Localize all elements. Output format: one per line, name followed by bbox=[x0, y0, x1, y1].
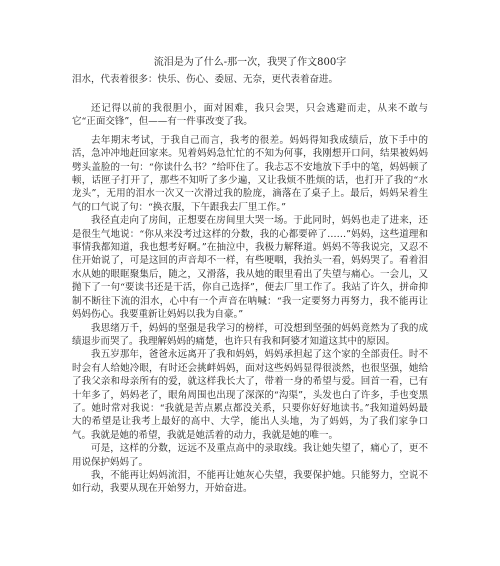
document-subtitle: 泪水，代表着很多：快乐、伤心、委屈、无奈，更代表着奋进。 bbox=[72, 74, 339, 85]
paragraph-4: 我思绪万千，妈妈的坚强是我学习的榜样，可没想到坚强的妈妈竟然为了我的成绩退步而哭了。我理解妈妈的痛楚，也许只有我和阿婆才知道这其中的原因。 bbox=[72, 322, 428, 347]
paragraph-1: 还记得以前的我很胆小，面对困难，我只会哭，只会逃避而走，从来不敢与它“正面交锋”，但——有一件事改变了我。 bbox=[72, 103, 428, 128]
paragraph-6: 可是，这样的分数，远远不及重点高中的录取线。我让她失望了，痛心了，更不用说保护妈妈了。 bbox=[72, 443, 428, 468]
paragraph-3: 我径直走向了房间，正想要在房间里大哭一场。于此同时，妈妈也走了进来，还是很生气地说：“你从来没考过这样的分数，我的心都要碎了……”妈妈，这些道理和事情我都知道，我也想考好啊。”在抽泣中，我极力解释道。妈妈不等我说完，又忍不住开始说了，可是这回的声音却不一样，有些哽咽，我抬头一看，妈妈哭了。看着泪水从她的眼眶聚集后，随之，又滑落，我从她的眼里看出了失望与痛心。一会儿，又抛下了一句“要读书还是干活，你自己选择”，便去厂里工作了。我站了许久，拼命抑制不断往下流的泪水，心中有一个声音在呐喊：“我一定要努力再努力，我不能再让妈妈伤心。我要重新让妈妈以我为自豪。” bbox=[72, 215, 428, 321]
paragraph-7: 我，不能再让妈妈流泪，不能再让她灰心失望，我要保护她。只能努力，空说不如行动，我要从现在开始努力，开始奋进。 bbox=[72, 469, 428, 495]
document-title: 流泪是为了什么-那一次，我哭了作文800字 bbox=[153, 57, 347, 68]
document-body bbox=[72, 102, 428, 496]
paragraph-2: 去年期末考试，于我自己而言，我考的很差。妈妈得知我成绩后，放下手中的活，急冲冲地赶回家来。见着妈妈急忙忙的不知为何事，我刚想开口问，结果被妈妈劈头盖脸的一句：“你读什么书？”给吓住了。我忐忑不安地放下手中的笔，妈妈顿了顿，话匣子打开了，那些不知听了多少遍，又让我烦不胜烦的话，也打开了我的“水龙头”，无用的泪水一次又一次滑过我的脸庞，滴落在了桌子上。最后，妈妈呆着生气的口气说了句：“换衣服，下午跟我去厂里工作。” bbox=[72, 134, 428, 213]
paragraph-5: 我五岁那年，爸爸永远离开了我和妈妈，妈妈承担起了这个家的全部责任。时不时会有人给她冷眼，有时还会挑衅妈妈，面对这些妈妈显得很淡然，也很坚强，她给了我父亲和母亲所有的爱，就这样我长大了，带着一身的希望与爱。回首一看，已有十年多了，妈妈老了，眼角周围也出现了深深的“沟渠”，头发也白了许多，手也变黑了。她时常对我说：“我就是苦点累点都没关系，只要你好好地读书。”我知道妈妈最大的希望是让我考上最好的高中、大学，能出人头地，为了妈妈，为了我们家争口气。我就是她的希望，我就是她活着的动力，我就是她的唯一。 bbox=[72, 349, 428, 441]
